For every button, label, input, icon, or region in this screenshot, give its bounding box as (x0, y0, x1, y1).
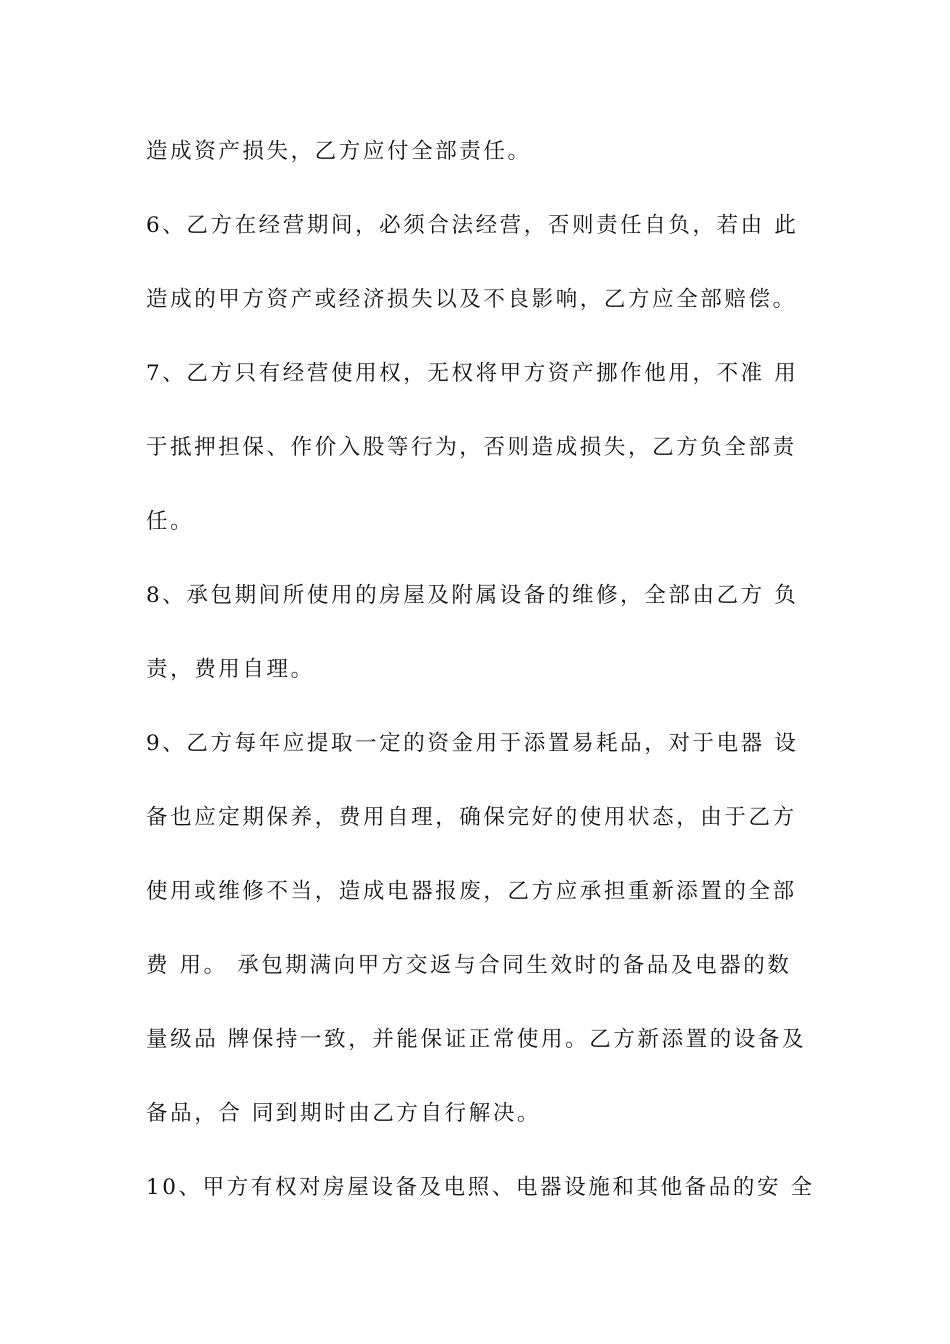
text-line: 备也应定期保养，费用自理，确保完好的使用状态，由于乙方 (146, 805, 797, 830)
contract-body-text (146, 129, 846, 1239)
text-line: 量级品 牌保持一致，并能保证正常使用。乙方新添置的设备及 (146, 1027, 807, 1052)
text-line: 6、乙方在经营期间，必须合法经营，否则责任自负，若由 此 (146, 213, 799, 238)
text-line: 使用或维修不当，造成电器报废，乙方应承担重新添置的全部 (146, 879, 797, 904)
text-line: 9、乙方每年应提取一定的资金用于添置易耗品，对于电器 设 (146, 731, 799, 756)
text-line: 任。 (146, 509, 195, 534)
text-line: 8、承包期间所使用的房屋及附属设备的维修，全部由乙方 负 (146, 583, 799, 608)
text-line: 责，费用自理。 (146, 657, 315, 682)
text-line: 造成资产损失，乙方应付全部责任。 (146, 139, 532, 164)
text-line: 造成的甲方资产或经济损失以及不良影响，乙方应全部赔偿。 (146, 287, 797, 312)
text-line: 7、乙方只有经营使用权，无权将甲方资产挪作他用，不准 用 (146, 361, 799, 386)
text-line: 费 用。 承包期满向甲方交返与合同生效时的备品及电器的数 (146, 953, 792, 978)
text-line: 备品，合 同到期时由乙方自行解决。 (146, 1101, 542, 1126)
text-line: 于抵押担保、作价入股等行为，否则造成损失，乙方负全部责 (146, 435, 797, 460)
text-line: 10、甲方有权对房屋设备及电照、电器设施和其他备品的安 全 (146, 1175, 815, 1200)
